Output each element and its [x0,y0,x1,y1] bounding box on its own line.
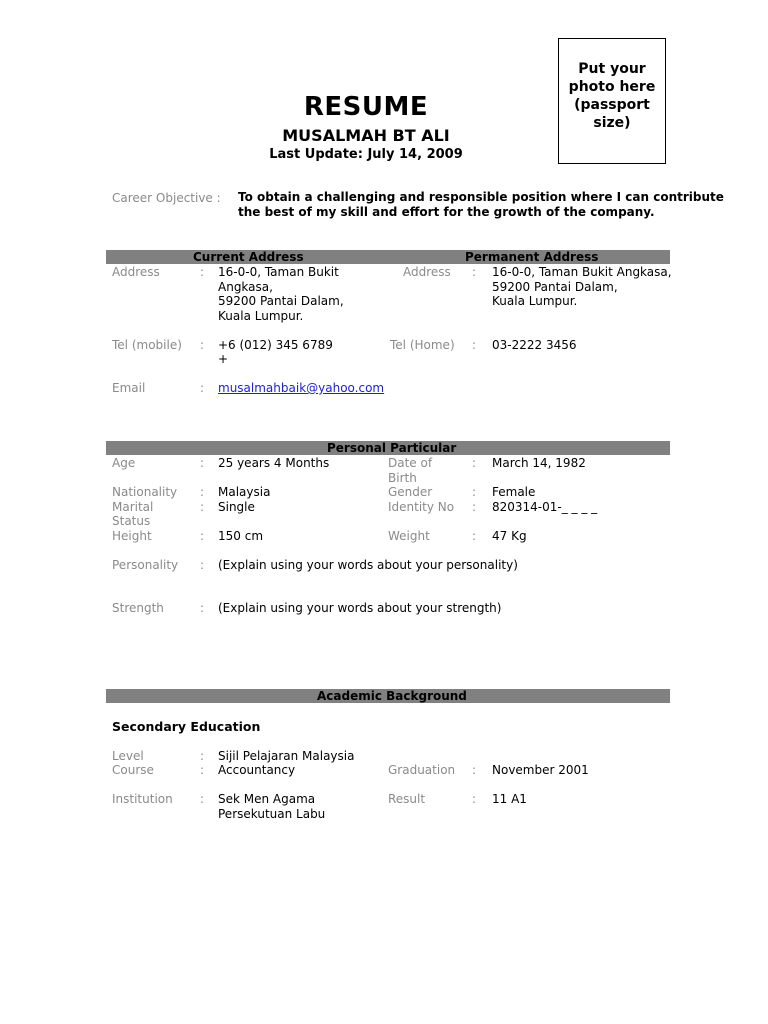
resume-title: RESUME [303,92,429,122]
level-label: Level [112,749,144,763]
photo-text-line: (passport [574,97,650,113]
academic-section-header [106,689,670,703]
course-label: Course [112,763,154,777]
weight-value: 47 Kg [492,529,527,543]
level-value: Sijil Pelajaran Malaysia [218,749,355,763]
current-address-line: 16-0-0, Taman Bukit [218,265,339,279]
current-address-line: Angkasa, [218,280,273,294]
career-objective-label: Career Objective : [112,191,221,205]
course-value: Accountancy [218,763,296,777]
colon: : [200,338,205,352]
identity-value: 820314-01-_ _ _ _ [492,500,598,514]
strength-label: Strength [112,601,164,615]
secondary-education-heading: Secondary Education [112,719,261,734]
colon: : [472,529,477,543]
graduation-value: November 2001 [492,763,589,777]
permanent-address-heading: Permanent Address [465,250,599,264]
result-value: 11 A1 [492,792,527,806]
result-label: Result [388,792,426,806]
academic-background-heading: Academic Background [317,689,467,703]
permanent-address-line: 16-0-0, Taman Bukit Angkasa, [492,265,672,279]
colon: : [200,381,205,395]
height-value: 150 cm [218,529,264,543]
photo-text-line: photo here [568,79,656,95]
colon: : [472,456,477,470]
colon: : [200,601,205,615]
marital-value: Single [218,500,255,514]
colon: : [472,792,477,806]
nationality-value: Malaysia [218,485,271,499]
colon: : [472,500,477,514]
colon: : [200,763,205,777]
gender-value: Female [492,485,536,499]
marital-label: Marital [112,500,154,514]
nationality-label: Nationality [112,485,178,499]
personality-value: (Explain using your words about your personality) [218,558,518,572]
personality-label: Personality [112,558,179,572]
career-objective-line-1: To obtain a challenging and responsible position where I can contribute [238,190,724,204]
current-address-line: 59200 Pantai Dalam, [218,294,344,308]
colon: : [200,558,205,572]
institution-label: Institution [112,792,173,806]
email-label: Email [112,381,146,395]
photo-text-line: Put your [578,61,646,77]
strength-value: (Explain using your words about your strength) [218,601,502,615]
colon: : [200,500,205,514]
height-label: Height [112,529,152,543]
colon: : [200,749,205,763]
address-section-header [106,250,670,264]
graduation-label: Graduation [388,763,456,777]
colon: : [200,456,205,470]
age-value: 25 years 4 Months [218,456,330,470]
tel-mobile-value: +6 (012) 345 6789 [218,338,333,352]
identity-label: Identity No [388,500,455,514]
last-update: Last Update: July 14, 2009 [269,147,463,162]
applicant-name: MUSALMAH BT ALI [282,126,450,145]
gender-label: Gender [388,485,433,499]
permanent-address-line: Kuala Lumpur. [492,294,578,308]
career-objective-line-2: the best of my skill and effort for the growth of the company. [238,205,655,219]
dob-value: March 14, 1982 [492,456,586,470]
photo-text-line: size) [593,115,631,131]
tel-home-value: 03-2222 3456 [492,338,577,352]
colon: : [472,338,477,352]
tel-mobile-label: Tel (mobile) [112,338,182,352]
colon: : [200,529,205,543]
tel-home-label: Tel (Home) [390,338,455,352]
dob-label-cont: Birth [388,471,417,485]
colon: : [472,763,477,777]
email-link[interactable]: musalmahbaik@yahoo.com [218,381,385,395]
colon: : [472,485,477,499]
colon: : [200,265,205,279]
current-address-label: Address [112,265,160,279]
institution-value-cont: Persekutuan Labu [218,807,326,821]
dob-label: Date of [388,456,433,470]
permanent-address-line: 59200 Pantai Dalam, [492,280,618,294]
permanent-address-label: Address [403,265,451,279]
colon: : [472,265,477,279]
institution-value: Sek Men Agama [218,792,316,806]
tel-mobile-extra: + [218,352,229,366]
current-address-heading: Current Address [193,250,304,264]
colon: : [200,792,205,806]
colon: : [200,485,205,499]
weight-label: Weight [388,529,430,543]
marital-label-cont: Status [112,514,151,528]
age-label: Age [112,456,136,470]
personal-section-header [106,441,670,455]
personal-particular-heading: Personal Particular [327,441,457,455]
current-address-line: Kuala Lumpur. [218,309,304,323]
